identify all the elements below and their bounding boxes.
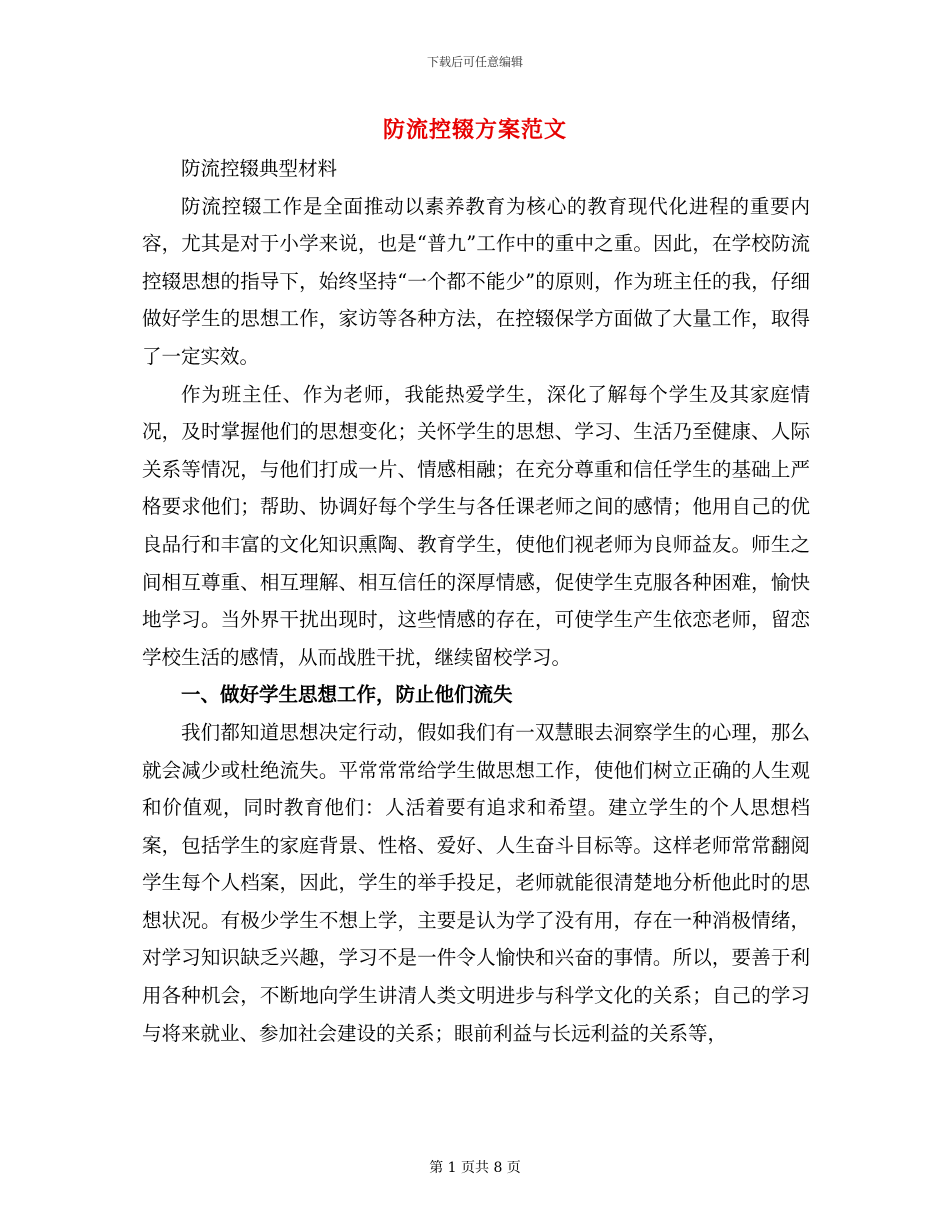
paragraph-teacher-role: 作为班主任、作为老师，我能热爱学生，深化了解每个学生及其家庭情况，及时掌握他们的思想变化；关怀学生的思想、学习、生活乃至健康、人际关系等情况，与他们打成一片、情感相融；在充分尊重和信任学生的基础上严格要求他们；帮助、协调好每个学生与各任课老师之间的感情；他用自己的优良品行和丰富的文化知识熏陶、教育学生，使他们视老师为良师益友。师生之间相互尊重、相互理解、相互信任的深厚情感，促使学生克服各种困难，愉快地学习。当外界干扰出现时，这些情感的存在，可使学生产生依恋老师，留恋学校生活的感情，从而战胜干扰，继续留校学习。	[142, 382, 810, 669]
paragraph-thought-work: 我们都知道思想决定行动，假如我们有一双慧眼去洞察学生的心理，那么就会减少或杜绝流失。平常常常给学生做思想工作，使他们树立正确的人生观和价值观，同时教育他们：人活着要有追求和希望。建立学生的个人思想档案，包括学生的家庭背景、性格、爱好、人生奋斗目标等。这样老师常常翻阅学生每个人档案，因此，学生的举手投足，老师就能很清楚地分析他此时的思想状况。有极少学生不想上学，主要是认为学了没有用，存在一种消极情绪，对学习知识缺乏兴趣，学习不是一件令人愉快和兴奋的事情。所以，要善于利用各种机会，不断地向学生讲清人类文明进步与科学文化的关系；自己的学习与将来就业、参加社会建设的关系；眼前利益与长远利益的关系等，	[142, 720, 810, 1045]
section-heading-1: 一、做好学生思想工作，防止他们流失	[181, 683, 513, 707]
paragraph-intro: 防流控辍工作是全面推动以素养教育为核心的教育现代化进程的重要内容，尤其是对于小学来说，也是“普九”工作中的重中之重。因此，在学校防流控辍思想的指导下，始终坚持“一个都不能少”的原则，作为班主任的我，仔细做好学生的思想工作，家访等各种方法，在控辍保学方面做了大量工作，取得了一定实效。	[142, 194, 810, 368]
document-title: 防流控辍方案范文	[382, 117, 567, 143]
page-header: 下载后可任意编辑	[426, 55, 523, 69]
subtitle-paragraph: 防流控辍典型材料	[181, 157, 338, 180]
page-footer: 第 1 页共 8 页	[429, 1160, 521, 1176]
document-body	[142, 150, 810, 1052]
